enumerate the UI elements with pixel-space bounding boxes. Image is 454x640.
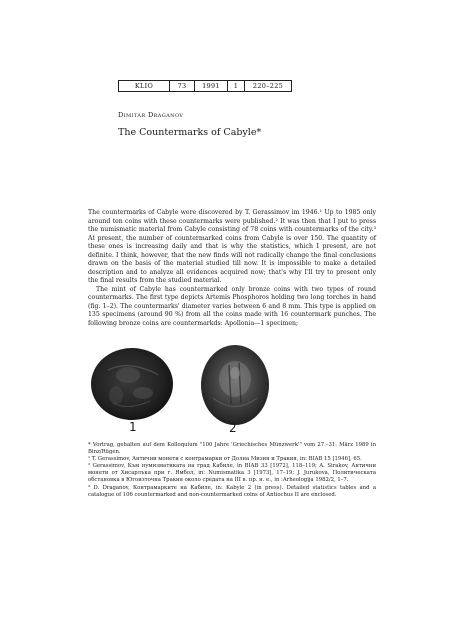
coin-image-2 xyxy=(199,343,271,427)
footnote-1: ¹ T. Gerassimov, Антични монети с контрамарки от Долна Мизия и Тракия, in: BIAB 15 [1946], 65. xyxy=(88,456,362,463)
journal-pages: 220–225 xyxy=(252,82,284,90)
journal-volume: 73 xyxy=(170,81,195,91)
figure-label-1: 1 xyxy=(129,420,137,434)
coin-image-1 xyxy=(88,345,176,423)
figure-label-2: 2 xyxy=(229,421,237,435)
footnote-star: * Vortrag, gehalten auf dem Kolloquium "100 Jahre 'Griechisches Münzwerk'" vom 27.–31. März 1989 in Binz/Rügen. xyxy=(88,442,376,456)
footnote-3: ³ D. Draganov, Контрамарките на Кабиле, in: Kabyle 2 (in press). Detailed statistics tables and a catalogue of 106 countermarked and non-countermarked coins of Antiochus II are enclosed. xyxy=(88,484,376,498)
journal-name: KLIO xyxy=(119,81,170,91)
journal-issue: 1 xyxy=(228,81,245,91)
article-title: The Countermarks of Cabyle* xyxy=(118,127,262,138)
footnotes xyxy=(88,442,376,499)
body-paragraph-2: The mint of Cabyle has countermarked only bronze coins with two types of round countermarks. The first type depicts Artemis Phosphoros holding two long torches in hand (fig. 1–2). The countermarks' diameter varies between 6 and 8 mm. This type is applied on 135 specimens (around 90 %) from all the coins made with 16 countermark punches. The following bronze coins are countermarkds: Apollonia—1 specimen; xyxy=(88,285,376,327)
journal-year: 1991 xyxy=(195,81,228,91)
footnote-2: ² Gerassimov, Към нумизматиката на град Кабиле, in BIAB 33 [1972], 118–119; A. Sirakov, Антични монети от Хисарлъка при г. Ямбол, in: Numismatika 3 [1973], 17–19; J. Jurukova, Политическата обстановка в Югоизточна Тракия около средата на III в. пр. н. е., in :Arheologija 1982/2, 1–7. xyxy=(88,463,376,484)
body-paragraph-1: The countermarks of Cabyle were discovered by T. Gerassimov im 1946.¹ Up to 1985 only around ten coins with these countermarks were published.² It was then that I put to press the numismatic material from Cabyle consisting of 78 coins with countermarks of the city.³ At present, the number of countermarked coins from Cabyle is over 150. The quantity of these ones is increasing daily and that is why the statistics, which I present, are not definite. I think, however, that the new finds will not radically change the final conclusions drawn on the basis of the material studied till now. It is impossible to make a detailed description and to analyze all evidences acquired now; that's why I'll try to present only the final results from the studied material. xyxy=(88,209,376,284)
author-name: Dimitar Draganov xyxy=(118,111,184,119)
journal-reference-box xyxy=(118,80,292,92)
article-body xyxy=(88,209,376,328)
